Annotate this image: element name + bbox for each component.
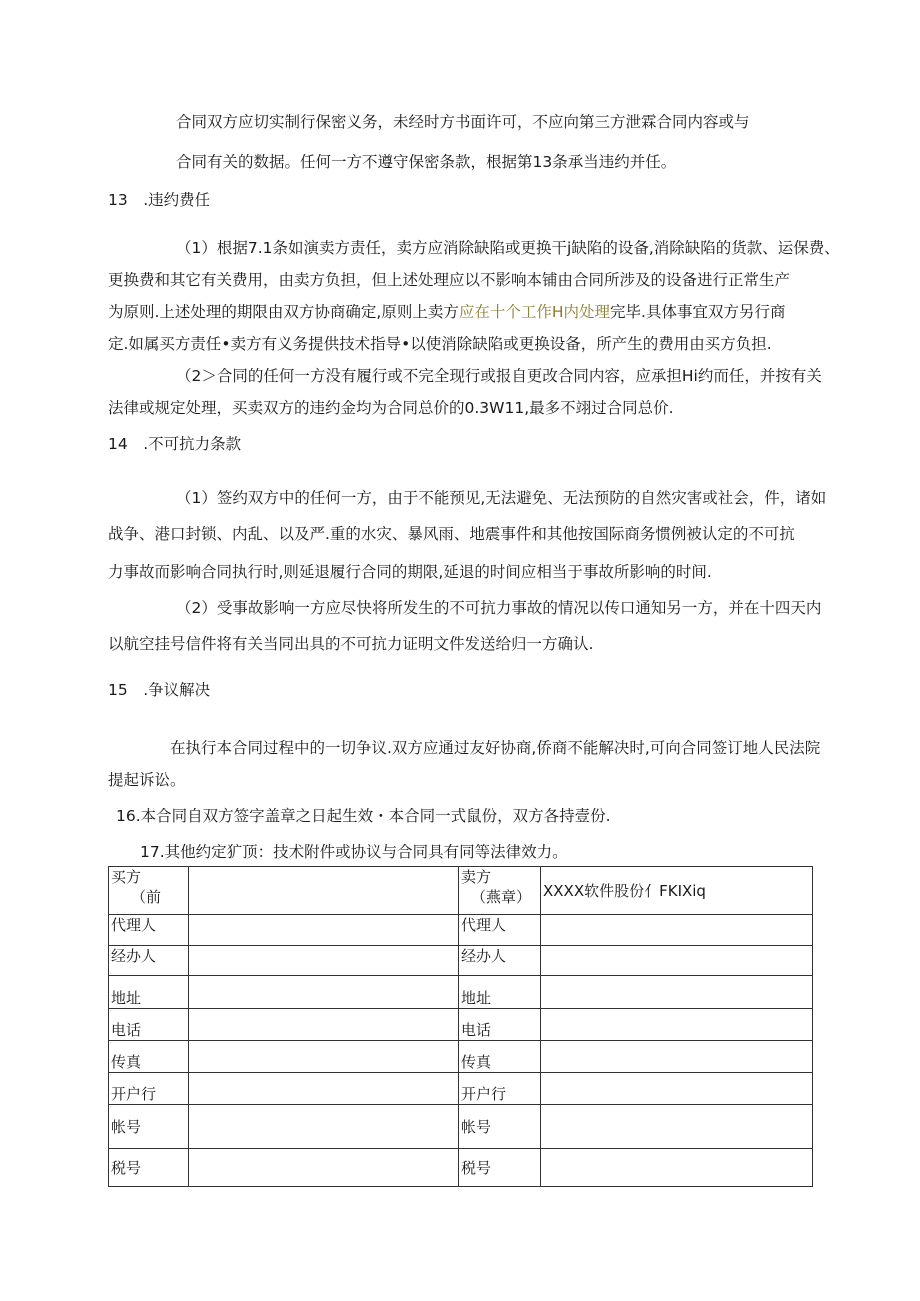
section-heading-14: 14 .不可抗力条款 — [108, 435, 242, 453]
paragraph-line: （2）受事故影响一方应尽快将所发生的不可抗力事故的情况以传口通知另一方，并在十四天内 — [176, 599, 822, 617]
row-label: 电话 — [459, 1009, 541, 1041]
clause-17: 17.其他约定犷顶：技术附件或协议与合同具有同等法律效力。 — [140, 843, 568, 861]
row-value — [541, 1041, 813, 1073]
paragraph-line: 提起诉讼。 — [108, 771, 186, 789]
paragraph-line: 力事故而影响合同执行时,则延退履行合同的期限,延退的时间应相当于事故所影响的时间. — [108, 563, 712, 581]
paragraph-line — [108, 302, 785, 322]
row-value — [541, 976, 813, 1009]
text-run: 为原则.上述处理的期限由双方协商确定,原则上卖方 — [108, 303, 459, 321]
table-row — [109, 976, 813, 1009]
paragraph-line: 在执行本合同过程中的一切争议.双方应通过友好协商,侨商不能解决时,可向合同签订地人民法院 — [170, 739, 821, 757]
row-label: 开户行 — [459, 1073, 541, 1105]
seller-name: XXXX软件股份亻FKIXiq — [543, 881, 706, 900]
seller-seal-label: （燕章） — [471, 888, 532, 906]
buyer-seal-label: （前 — [131, 888, 162, 906]
table-row — [109, 946, 813, 976]
table-row — [109, 1105, 813, 1149]
row-label: 代理人 — [459, 915, 541, 946]
section-heading-13: 13 .违约费任 — [108, 191, 211, 209]
table-row — [109, 1149, 813, 1187]
clause-16: 16.本合同自双方签字盖章之日起生效・本合同一式鼠份，双方各持壹份. — [116, 807, 611, 825]
text-run: 完毕.具体事宜双方另行商 — [610, 303, 786, 321]
row-label: 税号 — [459, 1149, 541, 1187]
signature-table — [108, 866, 813, 1187]
paragraph-line: 法律或规定处理，买卖双方的违约金均为合同总价的0.3W11,最多不翊过合同总价. — [108, 399, 674, 417]
table-row — [109, 867, 813, 915]
row-label: 地址 — [109, 976, 189, 1009]
row-value — [541, 1073, 813, 1105]
row-value — [189, 1041, 459, 1073]
row-label: 开户行 — [109, 1073, 189, 1105]
row-label: 电话 — [109, 1009, 189, 1041]
buyer-label-cell — [109, 867, 189, 915]
table-row — [109, 1073, 813, 1105]
row-label: 经办人 — [459, 946, 541, 976]
buyer-name-cell — [189, 867, 459, 915]
row-value — [189, 1009, 459, 1041]
row-value — [189, 946, 459, 976]
row-value — [541, 1009, 813, 1041]
paragraph-line: 战争、港口封锁、内乱、以及严.重的水灾、暴风雨、地震事件和其他按国际商务惯例被认定的不可抗 — [108, 525, 795, 543]
paragraph-line: 定.如属买方责任•卖方有义务提供技术指导•以使消除缺陷或更换设备，所产生的费用由买方负担. — [108, 335, 772, 353]
table-row — [109, 915, 813, 946]
row-label: 代理人 — [109, 915, 189, 946]
row-label: 传真 — [109, 1041, 189, 1073]
row-label: 帐号 — [459, 1105, 541, 1149]
paragraph-line: 以航空挂号信件将有关当同出具的不可抗力证明文件发送给归一方确认. — [108, 635, 594, 653]
row-value — [189, 915, 459, 946]
row-value — [541, 946, 813, 976]
row-value — [189, 1105, 459, 1149]
paragraph-line: （2＞合同的任何一方没有履行或不完全现行或报自更改合同内容，应承担Hi约而任，并按有关 — [176, 367, 822, 385]
paragraph-line: 合同双方应切实制行保密义务，未经时方书面许可，不应向第三方泄霖合同内容或与 — [176, 113, 750, 131]
seller-label-cell — [459, 867, 541, 915]
paragraph-line: （1）根据7.1条如演卖方责任，卖方应消除缺陷或更换干j缺陷的设备,消除缺陷的货款、运保费、 — [176, 239, 840, 257]
seller-name-cell — [541, 867, 813, 915]
row-value — [189, 1073, 459, 1105]
seller-label: 卖方 — [461, 868, 492, 886]
row-label: 经办人 — [109, 946, 189, 976]
paragraph-line: 更换费和其它有关费用，由卖方负担，但上述处理应以不影响本铺由合同所涉及的设备进行正常生产 — [108, 271, 791, 289]
row-label: 帐号 — [109, 1105, 189, 1149]
table-row — [109, 1009, 813, 1041]
table-row — [109, 1041, 813, 1073]
highlighted-text: 应在十个工作H内处理 — [458, 303, 611, 321]
section-heading-15: 15 .争议解决 — [108, 681, 211, 699]
row-label: 传真 — [459, 1041, 541, 1073]
row-value — [189, 976, 459, 1009]
row-value — [541, 1105, 813, 1149]
row-label: 地址 — [459, 976, 541, 1009]
row-label: 税号 — [109, 1149, 189, 1187]
paragraph-line: 合同有关的数据。任何一方不遵守保密条款，根据第13条承当违约并任。 — [176, 153, 677, 171]
buyer-label: 买方 — [111, 868, 142, 886]
row-value — [541, 915, 813, 946]
row-value — [541, 1149, 813, 1187]
paragraph-line: （1）签约双方中的任何一方，由于不能预见,无法避免、无法预防的自然灾害或社会，件，诸如 — [176, 489, 827, 507]
row-value — [189, 1149, 459, 1187]
